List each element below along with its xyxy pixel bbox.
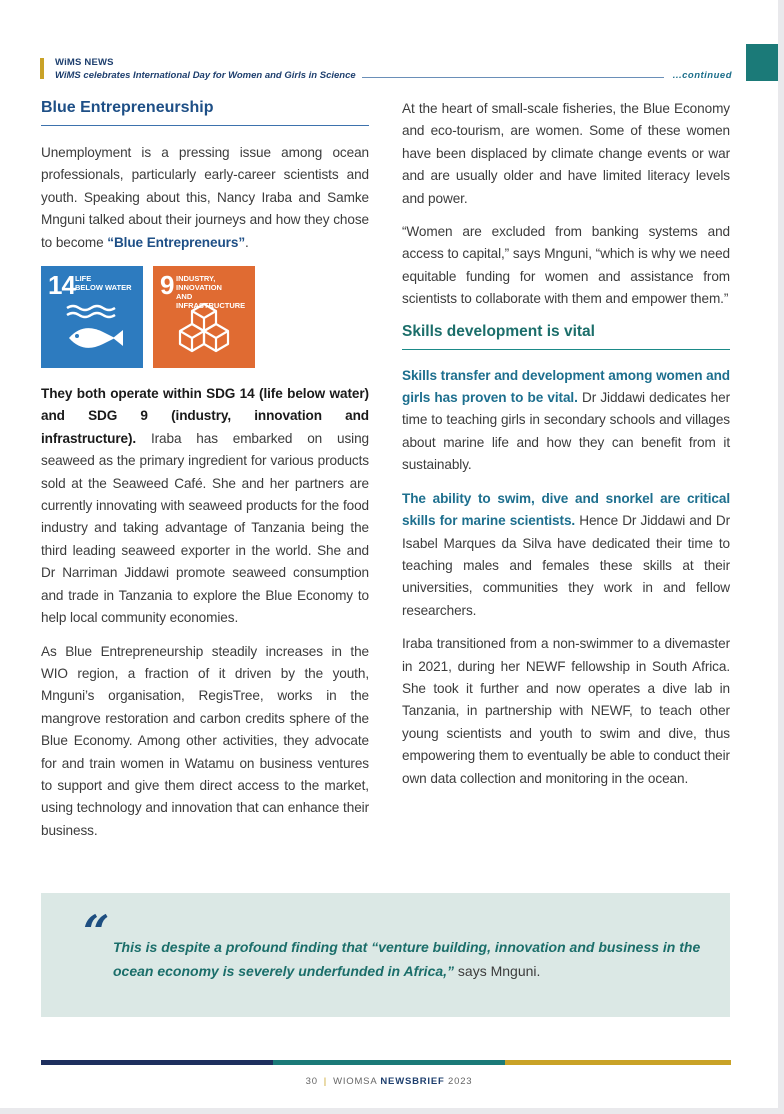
side-tab-marker (746, 44, 778, 81)
sdg14-title: LIFE BELOW WATER (75, 274, 132, 293)
sdg-paragraph: They both operate within SDG 14 (life below water) and SDG 9 (industry, innovation and infrastructure). Iraba has embarked on using seaweed as the primary ingredient for various products sold at the Seaweed Café. She and her partners are currently innovating with seaweed products for the food industry and taking advantage of Tanzania being the third leading seaweed exporter in the world. She and Dr Narriman Jiddawi promote seaweed consumption and trade in Tanzania to explore the Blue Economy to help local community economies. (41, 386, 369, 626)
blue-entrepreneurs-emphasis: “Blue Entrepreneurs” (107, 234, 246, 250)
footer-publication: NEWSBRIEF (380, 1076, 445, 1087)
blue-entrepreneurship-heading: Blue Entrepreneurship (41, 98, 369, 126)
right-column (402, 98, 730, 801)
sdg9-industry-innovation-icon (153, 266, 255, 368)
left-column (41, 98, 369, 853)
fisheries-paragraph: At the heart of small-scale fisheries, the Blue Economy and eco-tourism, are women. Some of these women have been displaced by climate change events or war and are usually older and have limited literacy levels and power. (402, 101, 730, 206)
sdg9-title: INDUSTRY, INNOVATION AND INFRASTRUCTURE (176, 274, 246, 311)
swim-dive-paragraph: The ability to swim, dive and snorkel are critical skills for marine scientists. Hence Dr Jiddawi and Dr Isabel Marques da Silva have dedicated their time to teaching males and females these skills at their universities, communities they work in and fellow researchers. (402, 490, 730, 618)
intro-paragraph: Unemployment is a pressing issue among ocean professionals, particularly early-career scientists and youth. Speaking about this, Nancy Iraba and Samke Mnguni talked about their journeys and how they chose to become “Blue Entrepreneurs”. (41, 145, 369, 250)
page-header (40, 57, 736, 83)
fish-wave-icon (41, 266, 143, 368)
pull-quote-text: This is despite a profound finding that “venture building, innovation and business in the ocean economy is severely underfunded in Africa,” says Mnguni. (113, 939, 701, 979)
sdg-icons-row (41, 266, 369, 368)
divemaster-paragraph: Iraba transitioned from a non-swimmer to a divemaster in 2021, during her NEWF fellowship in South Africa. She took it further and now operates a dive lab in Tanzania, in partnership with NEWF, to teach other young scientists and youth to swim and dive, thus empowering them to eventually be able to conduct their own data collection and monitoring in the ocean. (402, 636, 730, 786)
page-footer: 30 | WIOMSA NEWSBRIEF 2023 (305, 1076, 473, 1087)
footer-org: WIOMSA (333, 1076, 381, 1087)
quote-mark-icon: “ (83, 905, 110, 959)
header-rule (362, 77, 664, 78)
article-title: WiMS celebrates International Day for Women and Girls in Science (55, 70, 356, 81)
section-label: WiMS NEWS (55, 57, 114, 68)
sdg14-life-below-water-icon (41, 266, 143, 368)
pull-quote-box (41, 893, 730, 1017)
continued-label: ...continued (672, 70, 732, 81)
banking-quote-paragraph: “Women are excluded from banking systems and access to capital,” says Mnguni, “which is why we need equitable funding for women and assistance from scientists to collaborate with them and empower them.” (402, 224, 730, 307)
skills-development-heading: Skills development is vital (402, 322, 730, 350)
sdg9-number: 9 (160, 270, 174, 301)
footer-year: 2023 (444, 1076, 473, 1087)
skills-transfer-paragraph: Skills transfer and development among women and girls has proven to be vital. Dr Jiddawi dedicates her time to teaching girls in secondary schools and villages about marine life and how they can benefit from it sustainably. (402, 367, 731, 473)
header-accent-bar (40, 58, 44, 79)
sdg14-number: 14 (48, 270, 75, 301)
cubes-icon (153, 266, 255, 368)
page-number: 30 (305, 1076, 318, 1087)
blue-economy-paragraph: As Blue Entrepreneurship steadily increases in the WIO region, a fraction of it driven by the youth, Mnguni’s organisation, RegisTree, works in the mangrove restoration and carbon credits sphere of the Blue Economy. Among other activities, they advocate for and train women in Watamu on business ventures to support and give them direct access to the market, using technology and innovation that can enhance their business. (41, 643, 369, 838)
footer-color-bar (41, 1060, 731, 1065)
